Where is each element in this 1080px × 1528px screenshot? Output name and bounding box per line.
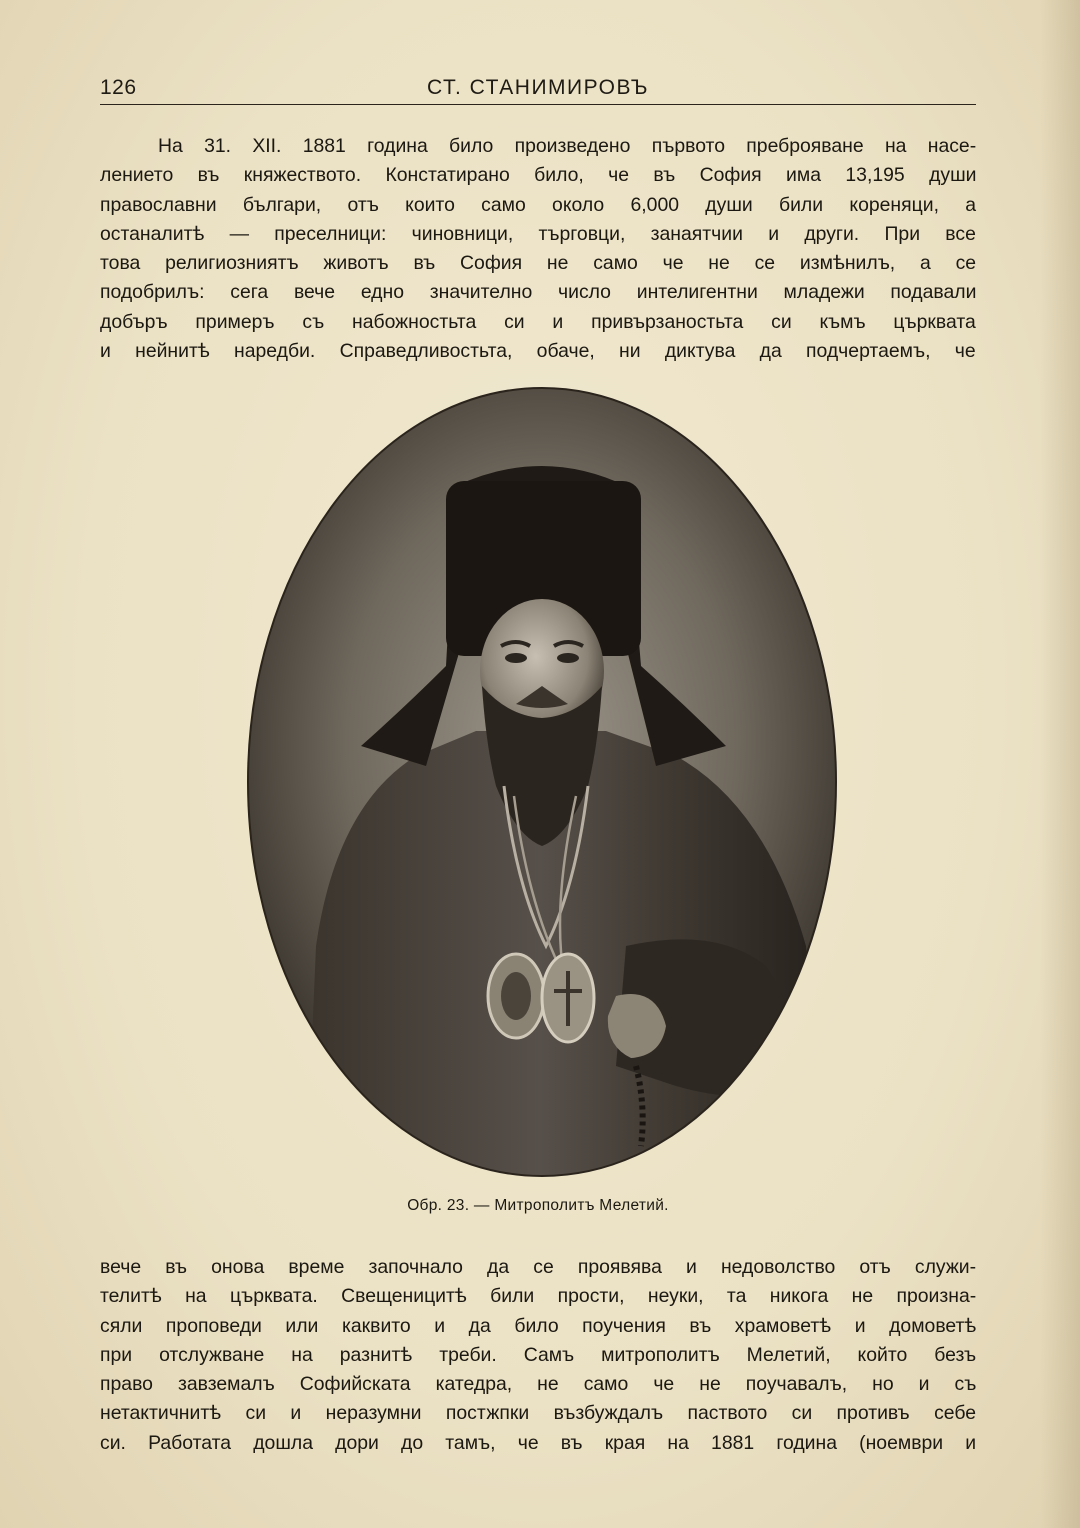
paragraph-top [100,132,976,366]
paragraph-bottom [100,1253,976,1458]
text-line: и нейнитѣ наредби. Справедливостьта, обаче, ни диктува да подчертаемъ, че [100,340,976,363]
text-line: си. Работата дошла дори до тамъ, че въ края на 1881 година (ноември и [100,1431,977,1454]
text-line: православни българи, отъ които само около 6,000 души били кореняци, а [100,193,977,216]
text-line: телитѣ на църквата. Свещеницитѣ били прости, неуки, та никога не произна- [100,1285,977,1308]
page-header [100,76,976,105]
text-line: подобрилъ: сега вече едно значително число интелигентни младежи подавали [100,281,977,304]
page-edge-shadow [1040,0,1080,1528]
text-line: лението въ княжеството. Констатирано било, че въ София има 13,195 души [100,164,977,187]
page-number: 126 [100,76,137,99]
portrait-photo [246,386,838,1178]
text-line: На 31. XII. 1881 година било произведено първото преброяване на насе- [158,135,977,157]
text-line: при отслужване на разнитѣ треби. Самъ митрополитъ Мелетий, който безъ [100,1343,977,1366]
text-line: добъръ примеръ съ набожностьта си и привързаностьта си къмъ църквата [100,310,976,333]
text-line: това религиозниятъ животъ въ София не само че не се измѣнилъ, а се [100,252,977,275]
text-line: останалитѣ — преселници: чиновници, търговци, занаятчии и други. При все [100,222,976,245]
running-title: СТ. СТАНИМИРОВЪ [427,76,649,99]
figure-caption: Обр. 23. — Митрополитъ Мелетий. [407,1197,669,1214]
text-line: право завземалъ Софийската катедра, не само че не поучавалъ, но и съ [100,1373,977,1396]
text-line: нетактичнитѣ си и неразумни постжпки възбуждалъ паството си противъ себе [100,1402,977,1425]
text-line: сяли проповеди или каквито и да било поучения въ храмоветѣ и домоветѣ [100,1314,977,1337]
text-line: вече въ онова време започнало да се проявява и недоволство отъ служи- [100,1256,977,1278]
